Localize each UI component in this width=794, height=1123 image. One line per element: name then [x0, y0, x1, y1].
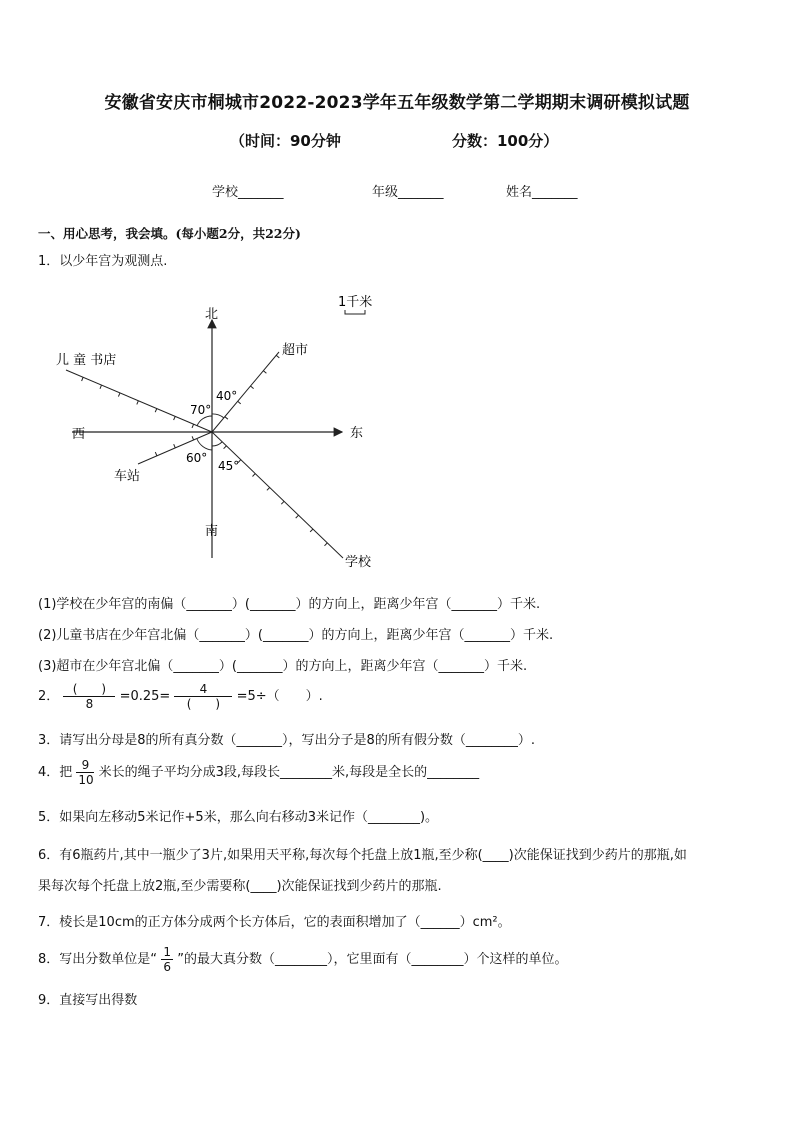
tick-mark: [251, 386, 254, 389]
question-1-sub-3: (3)超市在少年宫北偏（_______）(_______）的方向上，距离少年宫（_______）千米.: [38, 659, 528, 674]
exam-time: （时间：90分钟: [230, 132, 341, 150]
tick-mark: [225, 417, 228, 420]
fraction-2: [174, 682, 232, 711]
section-heading: 一、用心思考，我会填。(每小题2分，共22分): [38, 226, 301, 241]
question-3: 3．请写出分母是8的所有真分数（_______），写出分子是8的所有假分数（________）.: [38, 733, 535, 748]
question-6-line-2: 果每次每个托盘上放2瓶,至少需要称(____)次能保证找到少药片的那瓶.: [38, 879, 442, 894]
supermarket-label: 超市: [282, 343, 309, 358]
question-2-suffix: =5÷（ ）.: [236, 689, 323, 704]
question-1-intro: 1．以少年宫为观测点.: [38, 254, 168, 269]
fraction-1-denominator: 8: [85, 697, 94, 711]
tick-mark: [253, 474, 256, 477]
fraction-2-numerator: 4: [174, 682, 232, 697]
question-4-suffix: 米长的绳子平均分成3段,每段长________米,每段是全长的________: [98, 765, 480, 780]
question-5: 5．如果向左移动5米记作+5米，那么向右移动3米记作（________)。: [38, 810, 439, 825]
exam-score: 分数：100分）: [452, 132, 559, 150]
question-7: 7．棱长是10cm的正方体分成两个长方体后，它的表面积增加了（______）cm²。: [38, 915, 511, 930]
tick-mark: [137, 401, 139, 405]
angle-60: 60°: [186, 451, 208, 465]
angle-40: 40°: [216, 389, 238, 403]
tick-mark: [267, 488, 270, 491]
tick-mark: [263, 371, 266, 374]
west-label: 西: [72, 427, 86, 442]
bookstore-label: 儿 童 书店: [56, 353, 117, 368]
tick-mark: [325, 543, 328, 546]
name-field: 姓名_______: [506, 185, 578, 200]
station-label: 车站: [114, 469, 141, 484]
tick-mark: [276, 355, 279, 358]
tick-mark: [281, 501, 284, 504]
tick-mark: [118, 393, 120, 397]
scale-label: 1千米: [338, 295, 373, 310]
question-4: [38, 758, 479, 787]
question-4-prefix: 4．把: [38, 765, 73, 780]
tick-mark: [155, 409, 157, 413]
exam-title: 安徽省安庆市桐城市2022-2023学年五年级数学第二学期期末调研模拟试题: [104, 93, 690, 113]
school-ray: [212, 432, 343, 558]
fraction-1-6: [161, 945, 173, 974]
north-label: 北: [205, 307, 219, 322]
school-label: 学校: [345, 555, 372, 570]
angle-45: 45°: [218, 459, 240, 473]
tick-mark: [174, 416, 176, 420]
fraction-2-denominator: ( ): [186, 697, 221, 711]
east-label: 东: [350, 426, 364, 441]
grade-field: 年级_______: [372, 185, 444, 200]
question-8-prefix: 8．写出分数单位是“: [38, 952, 158, 967]
tick-mark: [100, 385, 102, 389]
fraction-1-6-denominator: 6: [163, 960, 171, 974]
south-label: 南: [205, 524, 219, 539]
fraction-1: [63, 682, 115, 711]
question-1-sub-1: (1)学校在少年宫的南偏（_______）(_______）的方向上，距离少年宫（_______）千米.: [38, 597, 541, 612]
tick-mark: [174, 444, 176, 448]
question-2-prefix: 2．: [38, 689, 60, 704]
question-8-suffix: ”的最大真分数（________），它里面有（________）个这样的单位。: [177, 952, 568, 967]
question-2-mid: =0.25=: [119, 689, 171, 704]
tick-mark: [192, 424, 194, 428]
tick-mark: [224, 446, 227, 449]
school-field: 学校_______: [212, 185, 284, 200]
question-8: [38, 945, 568, 974]
tick-mark: [296, 515, 299, 518]
fraction-9-10-numerator: 9: [76, 758, 94, 773]
angle-70: 70°: [190, 403, 212, 417]
tick-mark: [238, 401, 241, 404]
question-9: 9．直接写出得数: [38, 993, 138, 1008]
bookstore-ray: [66, 370, 212, 432]
tick-mark: [82, 377, 84, 381]
fraction-1-numerator: ( ): [63, 682, 115, 697]
tick-mark: [155, 452, 157, 456]
direction-diagram: [50, 290, 390, 580]
fraction-9-10-denominator: 10: [78, 773, 94, 787]
fraction-1-6-numerator: 1: [161, 945, 173, 960]
question-6-line-1: 6．有6瓶药片,其中一瓶少了3片,如果用天平称,每次每个托盘上放1瓶,至少称(____)次能保证找到少药片的那瓶,如: [38, 848, 687, 863]
tick-mark: [310, 529, 313, 532]
fraction-9-10: [76, 758, 94, 787]
question-1-sub-2: (2)儿童书店在少年宫北偏（_______）(_______）的方向上，距离少年宫（_______）千米.: [38, 628, 554, 643]
tick-mark: [192, 436, 194, 440]
question-2: [38, 682, 323, 711]
